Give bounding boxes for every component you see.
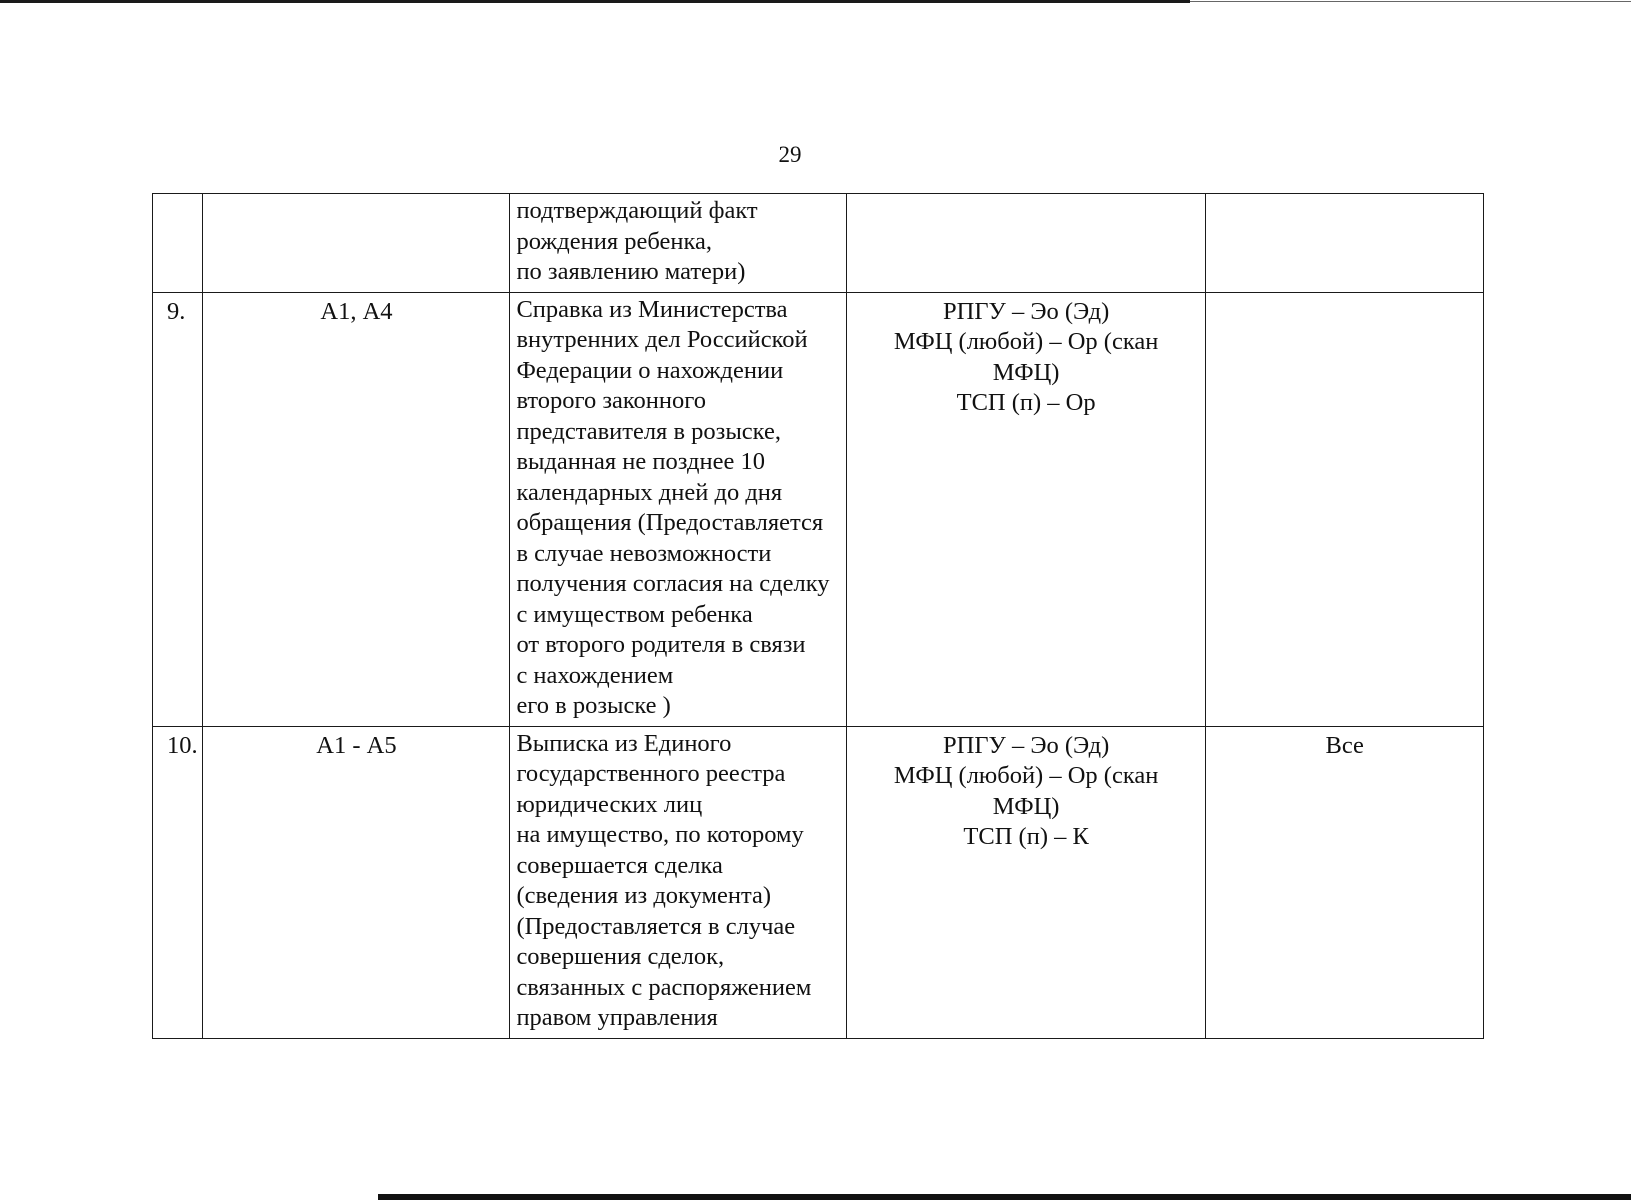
scan-edge-top-thin <box>1190 1 1631 2</box>
channel-line: РПГУ – Эо (Эд) <box>943 297 1110 325</box>
document-line: календарных дней до дня <box>516 478 783 506</box>
channel-line: ТСП (п) – К <box>963 823 1089 850</box>
channel-cell <box>846 292 1206 726</box>
document-line: связанных с распоряжением <box>516 973 812 1001</box>
document-line: юридических лиц <box>516 790 703 818</box>
document-line: (сведения из документа) <box>516 882 772 909</box>
document-line: Выписка из Единого <box>516 729 732 757</box>
document-line: второго законного <box>516 387 706 414</box>
channel-cell <box>846 726 1206 1038</box>
channel-line: МФЦ (любой) – Ор (скан <box>893 762 1159 789</box>
document-table <box>152 193 1484 1039</box>
document-line: (Предоставляется в случае <box>516 912 796 940</box>
document-line: представителя в розыске, <box>516 417 781 445</box>
document-line: совершения сделок, <box>516 943 725 970</box>
note: Все <box>1325 731 1364 759</box>
note-cell <box>1206 726 1484 1038</box>
row-number: 9. <box>167 297 186 325</box>
applicants-cell <box>203 194 510 293</box>
page-number: 29 <box>778 142 802 167</box>
table-row <box>153 194 1484 293</box>
document-cell <box>510 292 846 726</box>
note-cell <box>1206 194 1484 293</box>
applicants: А1 - А5 <box>316 731 397 759</box>
channel-cell <box>846 194 1206 293</box>
scan-edge-top <box>0 0 1190 3</box>
note-cell <box>1206 292 1484 726</box>
table-row <box>153 292 1484 726</box>
document-line: Федерации о нахождении <box>516 356 784 384</box>
document-line: в случае невозможности <box>516 539 772 567</box>
row-number-cell <box>153 726 203 1038</box>
channel-line: РПГУ – Эо (Эд) <box>943 731 1110 759</box>
channel-line: МФЦ (любой) – Ор (скан <box>893 328 1159 355</box>
table-body <box>153 194 1484 1039</box>
document-line: совершается сделка <box>516 851 723 879</box>
applicants-cell <box>203 292 510 726</box>
applicants-cell <box>203 726 510 1038</box>
document-line: его в розыске ) <box>516 692 671 719</box>
document-line: государственного реестра <box>516 760 786 787</box>
document-line: по заявлению матери) <box>516 258 746 285</box>
document-line: подтверждающий факт <box>516 197 758 224</box>
channel-line: МФЦ) <box>992 358 1060 386</box>
document-line: обращения (Предоставляется <box>516 509 824 536</box>
document-line: Справка из Министерства <box>516 295 788 323</box>
document-cell <box>510 726 846 1038</box>
document-line: получения согласия на сделку <box>516 570 830 597</box>
table-row <box>153 726 1484 1038</box>
document-line: с имуществом ребенка <box>516 600 753 628</box>
row-number-cell <box>153 292 203 726</box>
row-number-cell <box>153 194 203 293</box>
channel-line: МФЦ) <box>992 792 1060 820</box>
document-line: выданная не позднее 10 <box>516 448 765 475</box>
row-number: 10. <box>167 731 198 759</box>
document-line: правом управления <box>516 1004 718 1031</box>
document-cell <box>510 194 846 293</box>
channel-line: ТСП (п) – Ор <box>956 389 1096 416</box>
document-line: с нахождением <box>516 661 674 689</box>
document-line: от второго родителя в связи <box>516 631 806 658</box>
applicants: А1, А4 <box>320 297 393 325</box>
scan-edge-bottom <box>378 1194 1631 1200</box>
document-line: рождения ребенка, <box>516 227 712 255</box>
document-line: на имущество, по которому <box>516 821 804 848</box>
document-line: внутренних дел Российской <box>516 326 808 353</box>
